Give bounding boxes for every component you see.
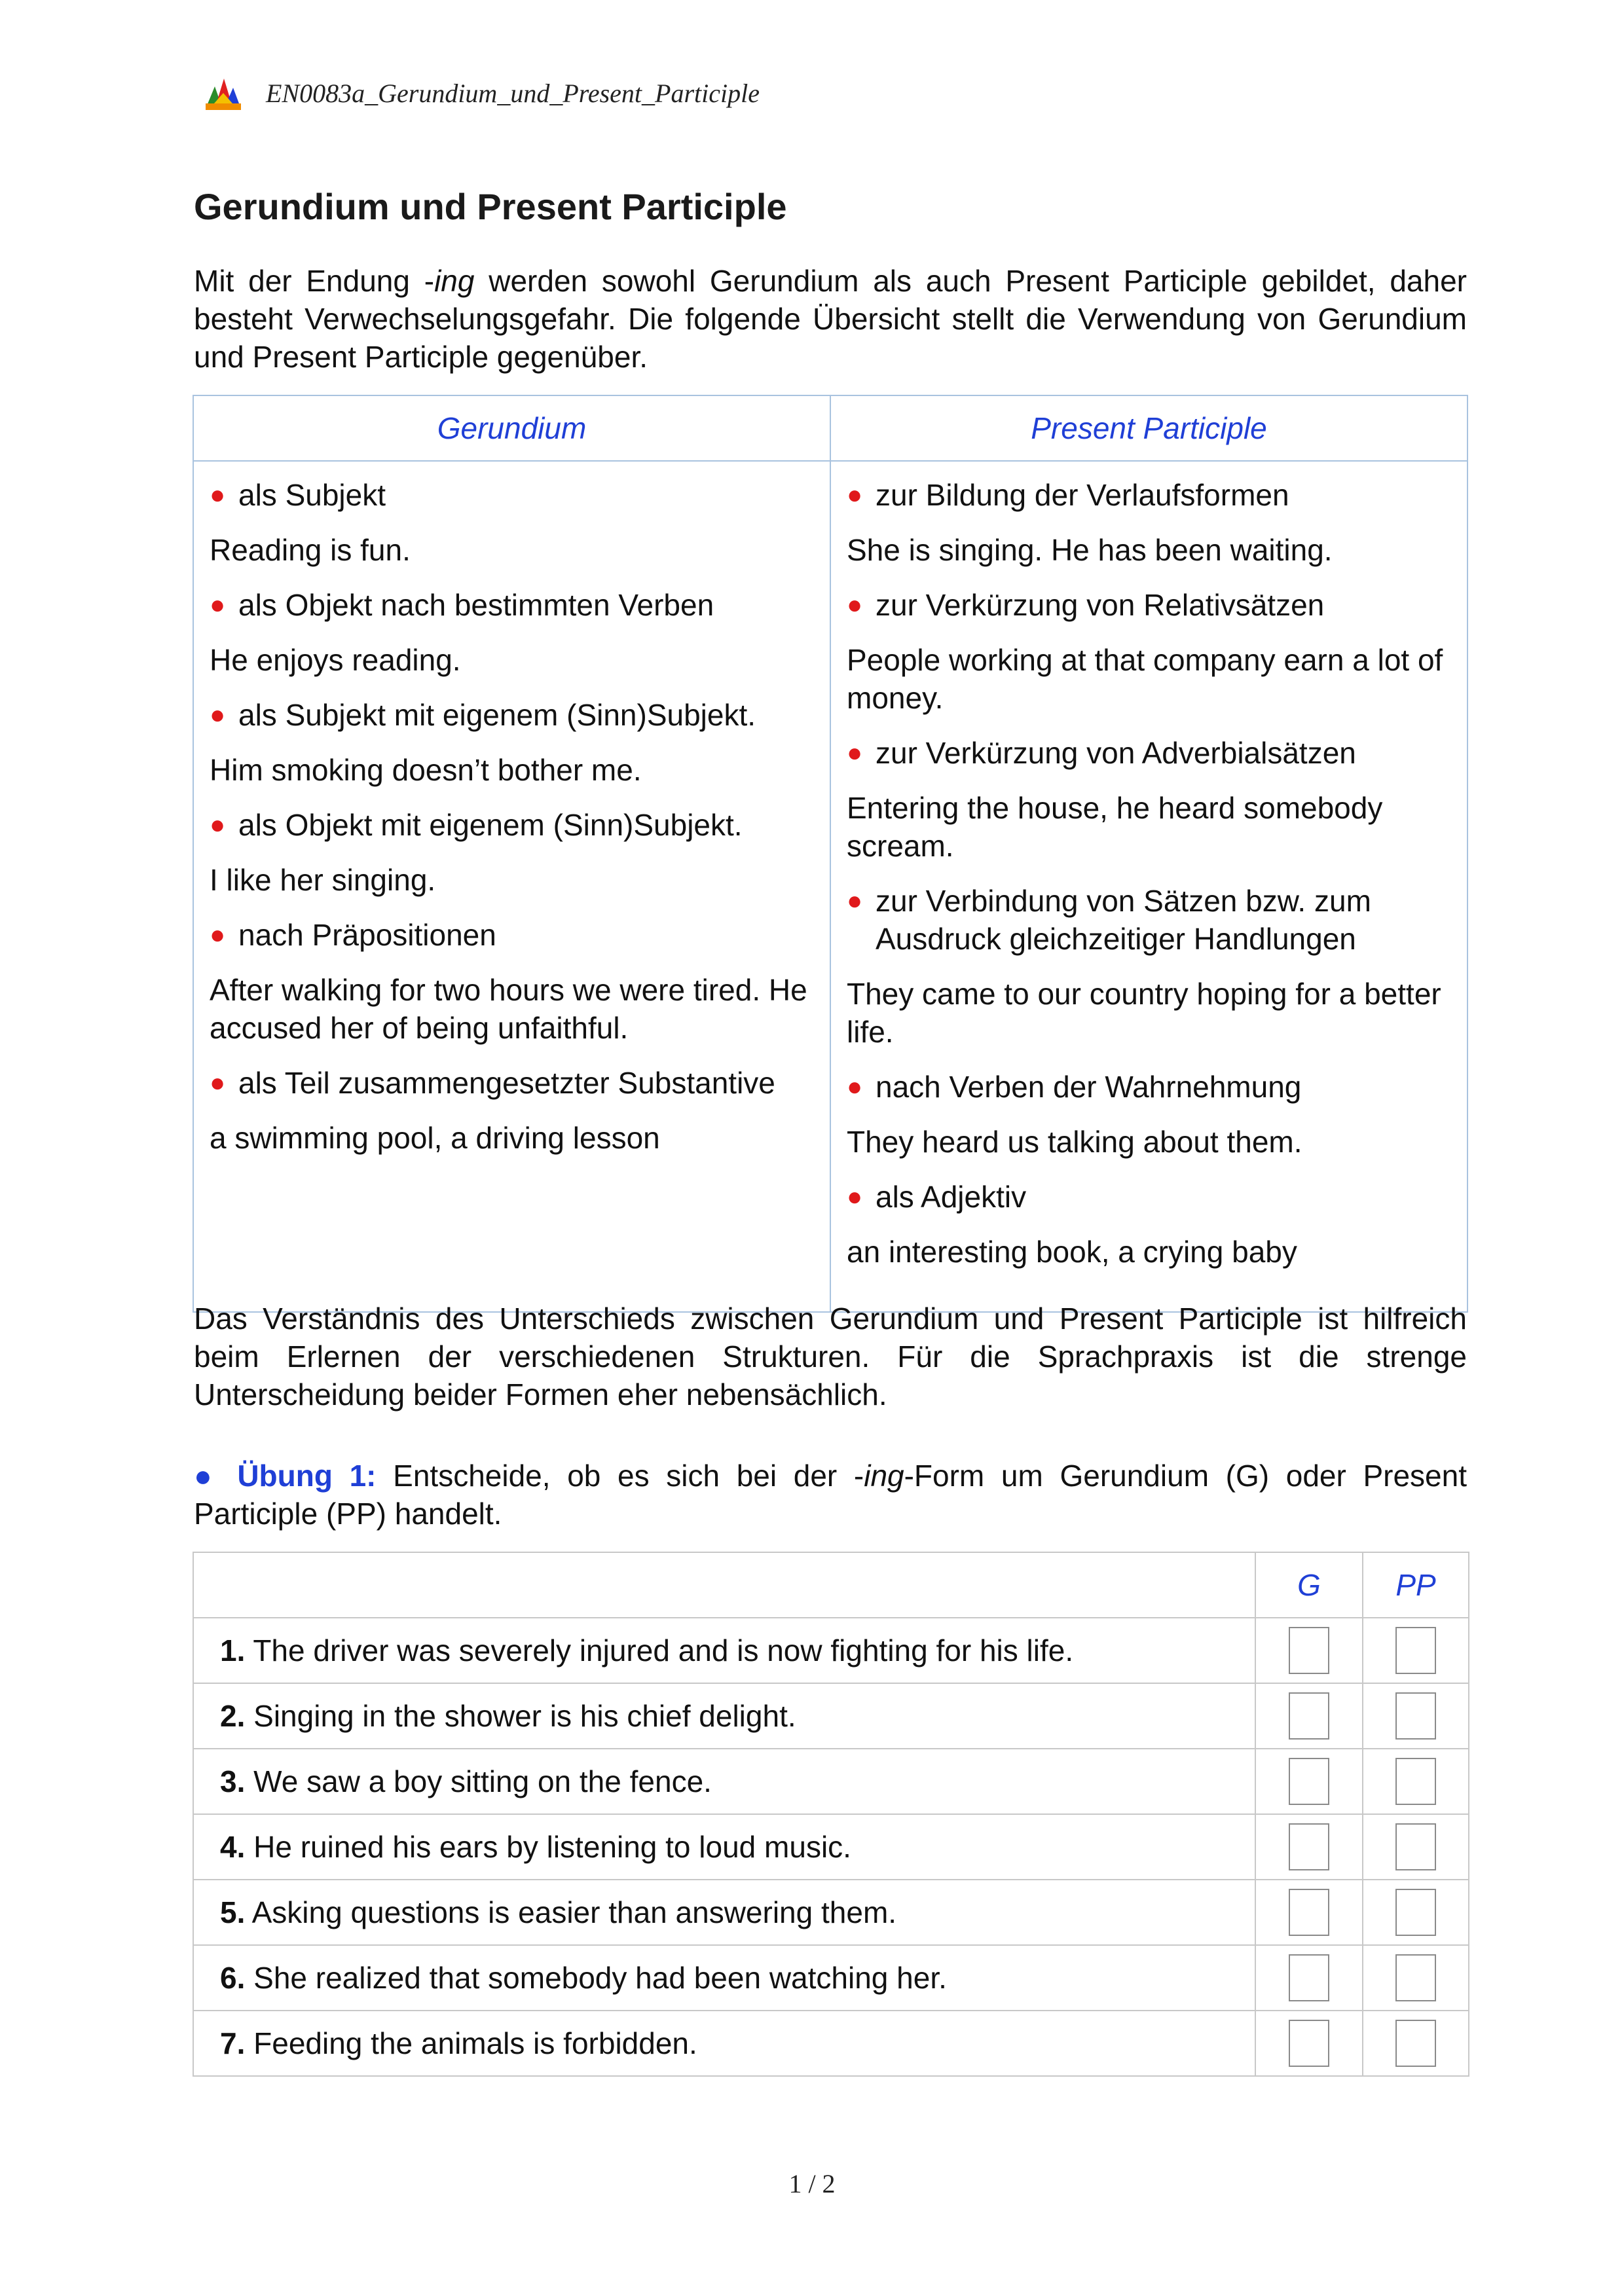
page-number: 1 / 2 [788, 2169, 836, 2198]
answer-cell-pp [1363, 2011, 1469, 2076]
question-text: Asking questions is easier than answering them. [251, 1895, 897, 1929]
exercise-row [193, 1618, 1469, 1683]
gerundium-usage-heading [210, 696, 815, 734]
checkbox-g[interactable] [1289, 1954, 1329, 2001]
question-text: He ruined his ears by listening to loud music. [253, 1830, 851, 1864]
gerundium-usage-heading [210, 916, 815, 954]
page-title: Gerundium und Present Participle [194, 186, 787, 227]
bullet-icon: ● [210, 920, 226, 949]
participle-example: People working at that company earn a lot of money. [847, 643, 1443, 715]
exercise-row [193, 1814, 1469, 1880]
answer-cell-pp [1363, 1749, 1469, 1814]
summary-paragraph: Das Verständnis des Unterschieds zwischen Gerundium und Present Participle ist hilfreich beim Erlernen der verschiedenen Strukturen. Für die Sprachpraxis ist die strenge Unterscheidung beider Formen eher nebensächlich. [194, 1302, 1467, 1412]
gerundium-usage-text: nach Präpositionen [238, 918, 496, 952]
bullet-icon: ● [847, 738, 863, 767]
header-gerundium: Gerundium [193, 395, 830, 461]
intro-paragraph: Mit der Endung -ing werden sowohl Gerundium als auch Present Participle gebildet, daher besteht Verwechselungsgefahr. Die folgende Übersicht stellt die Verwendung von Gerundium und Present Participle gegenüber. [194, 264, 1467, 374]
gerundium-usage-text: als Teil zusammengesetzter Substantive [238, 1066, 775, 1100]
checkbox-g[interactable] [1289, 1627, 1329, 1674]
checkbox-g[interactable] [1289, 1758, 1329, 1805]
bullet-icon: ● [847, 886, 863, 915]
question-number: 2. [220, 1699, 246, 1733]
answer-cell-g [1255, 1880, 1363, 1945]
comparison-table [193, 395, 1468, 1313]
bullet-icon: ● [210, 701, 226, 729]
question-text: We saw a boy sitting on the fence. [253, 1764, 712, 1798]
participle-usage-heading [847, 586, 1452, 624]
bullet-icon: ● [194, 1459, 221, 1493]
exercise-question [193, 1814, 1255, 1880]
checkbox-pp[interactable] [1395, 1758, 1436, 1805]
exercise-header-g: G [1255, 1552, 1363, 1618]
gerundium-usage-text: als Objekt mit eigenem (Sinn)Subjekt. [238, 808, 743, 842]
checkbox-pp[interactable] [1395, 1823, 1436, 1870]
exercise-question [193, 1618, 1255, 1683]
question-number: 3. [220, 1764, 246, 1798]
exercise-question [193, 1749, 1255, 1814]
exercise-question [193, 2011, 1255, 2076]
answer-cell-g [1255, 1749, 1363, 1814]
gerundium-example: a swimming pool, a driving lesson [210, 1121, 660, 1155]
gerundium-usage-text: als Objekt nach bestimmten Verben [238, 588, 714, 622]
participle-usage-text: nach Verben der Wahrnehmung [876, 1070, 1302, 1104]
checkbox-pp[interactable] [1395, 1889, 1436, 1936]
exercise-question [193, 1945, 1255, 2011]
answer-cell-g [1255, 1814, 1363, 1880]
gerundium-usage-text: als Subjekt [238, 478, 386, 512]
gerundium-usage-heading [210, 806, 815, 844]
participle-column [830, 461, 1467, 1312]
participle-usage-text: zur Bildung der Verlaufsformen [876, 478, 1289, 512]
question-number: 6. [220, 1961, 246, 1995]
exercise-row [193, 1880, 1469, 1945]
bullet-icon: ● [847, 1182, 863, 1211]
question-number: 4. [220, 1830, 246, 1864]
participle-usage-heading [847, 734, 1452, 772]
checkbox-g[interactable] [1289, 2020, 1329, 2067]
participle-usage-text: als Adjektiv [876, 1180, 1027, 1214]
answer-cell-pp [1363, 1814, 1469, 1880]
question-number: 1. [220, 1633, 246, 1667]
participle-usage-heading [847, 1068, 1452, 1106]
gerundium-usage-text: als Subjekt mit eigenem (Sinn)Subjekt. [238, 698, 756, 732]
exercise-question [193, 1683, 1255, 1749]
bullet-icon: ● [210, 481, 226, 509]
exercise-instructions: ● Übung 1: Entscheide, ob es sich bei der -ing-Form um Gerundium (G) oder Present Participle (PP) handelt. [194, 1459, 1467, 1531]
answer-cell-pp [1363, 1618, 1469, 1683]
exercise-header-blank [193, 1552, 1255, 1618]
checkbox-g[interactable] [1289, 1889, 1329, 1936]
gerundium-example: Him smoking doesn’t bother me. [210, 753, 642, 787]
participle-example: They came to our country hoping for a better life. [847, 977, 1441, 1049]
gerundium-column [193, 461, 830, 1312]
header-present-participle: Present Participle [830, 395, 1467, 461]
bullet-icon: ● [847, 481, 863, 509]
participle-example: an interesting book, a crying baby [847, 1235, 1297, 1269]
gerundium-example: After walking for two hours we were tired. He accused her of being unfaithful. [210, 973, 807, 1045]
question-number: 7. [220, 2026, 246, 2060]
participle-usage-heading [847, 882, 1452, 958]
exercise-row [193, 1749, 1469, 1814]
checkbox-pp[interactable] [1395, 2020, 1436, 2067]
exercise-table [193, 1552, 1469, 2077]
participle-example: She is singing. He has been waiting. [847, 533, 1333, 567]
participle-example: Entering the house, he heard somebody scream. [847, 791, 1383, 863]
checkbox-pp[interactable] [1395, 1954, 1436, 2001]
bullet-icon: ● [847, 591, 863, 619]
participle-usage-text: zur Verkürzung von Adverbialsätzen [876, 736, 1356, 770]
bullet-icon: ● [210, 591, 226, 619]
answer-cell-g [1255, 1945, 1363, 2011]
publisher-logo-icon [203, 75, 244, 111]
checkbox-pp[interactable] [1395, 1692, 1436, 1740]
answer-cell-pp [1363, 1880, 1469, 1945]
exercise-row [193, 1945, 1469, 2011]
gerundium-example: He enjoys reading. [210, 643, 461, 677]
answer-cell-g [1255, 1618, 1363, 1683]
document-id: EN0083a_Gerundium_und_Present_Participle [266, 78, 760, 108]
answer-cell-g [1255, 2011, 1363, 2076]
participle-usage-heading [847, 476, 1452, 514]
question-number: 5. [220, 1895, 246, 1929]
participle-usage-text: zur Verbindung von Sätzen bzw. zum Ausdruck gleichzeitiger Handlungen [876, 884, 1371, 956]
question-text: Singing in the shower is his chief delight. [253, 1699, 796, 1733]
exercise-header-pp: PP [1363, 1552, 1469, 1618]
gerundium-usage-heading [210, 586, 815, 624]
gerundium-usage-heading [210, 1064, 815, 1102]
answer-cell-g [1255, 1683, 1363, 1749]
participle-example: They heard us talking about them. [847, 1125, 1302, 1159]
question-text: Feeding the animals is forbidden. [253, 2026, 697, 2060]
exercise-row [193, 2011, 1469, 2076]
page-header [203, 73, 760, 113]
checkbox-g[interactable] [1289, 1823, 1329, 1870]
bullet-icon: ● [847, 1072, 863, 1101]
participle-usage-text: zur Verkürzung von Relativsätzen [876, 588, 1325, 622]
question-text: She realized that somebody had been watching her. [253, 1961, 947, 1995]
checkbox-g[interactable] [1289, 1692, 1329, 1740]
exercise-row [193, 1683, 1469, 1749]
question-text: The driver was severely injured and is now fighting for his life. [253, 1633, 1074, 1667]
answer-cell-pp [1363, 1683, 1469, 1749]
bullet-icon: ● [210, 811, 226, 839]
answer-cell-pp [1363, 1945, 1469, 2011]
gerundium-example: Reading is fun. [210, 533, 411, 567]
exercise-question [193, 1880, 1255, 1945]
gerundium-example: I like her singing. [210, 863, 436, 897]
checkbox-pp[interactable] [1395, 1627, 1436, 1674]
bullet-icon: ● [210, 1068, 226, 1097]
gerundium-usage-heading [210, 476, 815, 514]
participle-usage-heading [847, 1178, 1452, 1216]
